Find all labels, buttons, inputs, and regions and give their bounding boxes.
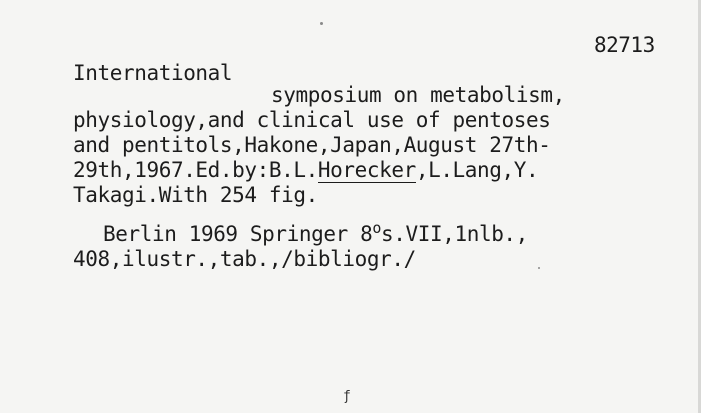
title-line-1: International xyxy=(73,61,233,85)
imprint-prefix: Berlin 1969 Springer 8 xyxy=(103,222,373,246)
ink-speck xyxy=(538,267,540,269)
title-line-2: symposium on metabolism, xyxy=(271,83,565,107)
title-line-5 xyxy=(73,158,538,182)
card-number: 82713 xyxy=(594,33,655,57)
ink-speck xyxy=(320,22,323,25)
title-line-3: physiology,and clinical use of pentoses xyxy=(73,108,551,132)
imprint-suffix: s.VII,1nlb., xyxy=(381,222,528,246)
format-superscript: o xyxy=(372,219,381,237)
title-line-4: and pentitols,Hakone,Japan,August 27th- xyxy=(73,133,551,157)
editors-suffix: ,L.Lang,Y. xyxy=(415,158,539,182)
editors-prefix: 29th,1967.Ed.by:B.L. xyxy=(73,158,318,182)
editor-horecker: Horecker xyxy=(317,158,416,182)
ink-mark: ƒ xyxy=(343,389,351,404)
imprint-line-2: 408,ilustr.,tab.,/bibliogr./ xyxy=(73,247,416,271)
title-line-6: Takagi.With 254 fig. xyxy=(73,183,318,207)
imprint-line-1 xyxy=(103,219,528,248)
